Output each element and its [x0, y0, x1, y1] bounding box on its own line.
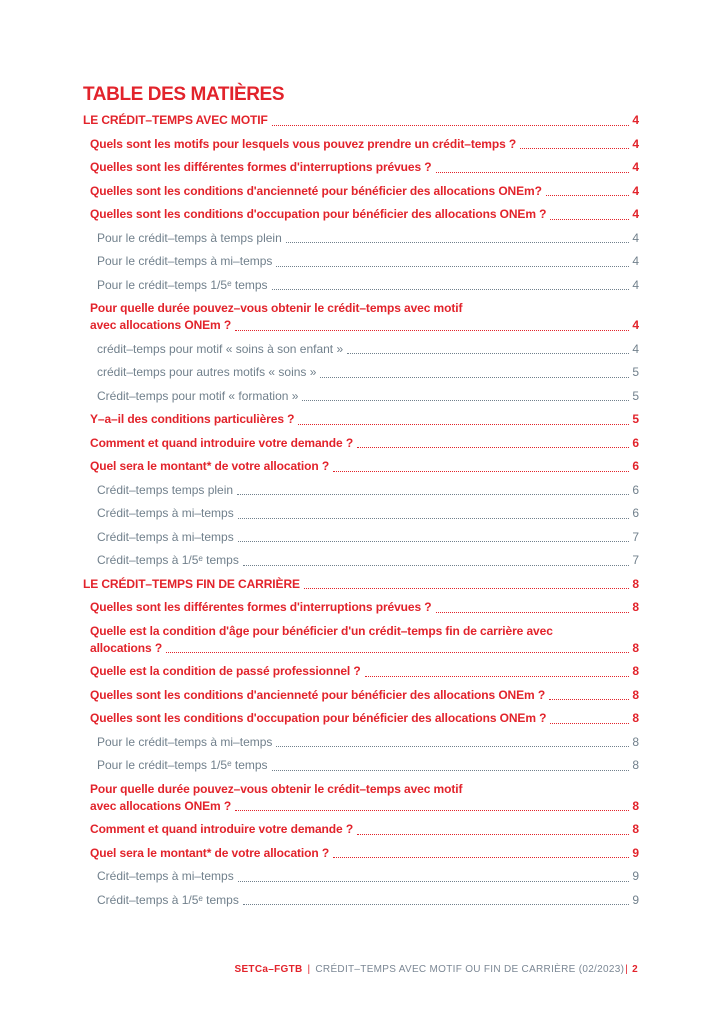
toc-entry-page-number: 6	[632, 435, 639, 450]
toc-entry[interactable]	[97, 277, 639, 294]
toc-entry[interactable]	[90, 821, 639, 838]
footer-separator: |	[625, 964, 629, 975]
toc-entry[interactable]	[97, 230, 639, 247]
toc-entry[interactable]	[97, 388, 639, 405]
toc-entry-page-number: 6	[632, 506, 639, 520]
toc-entry[interactable]	[90, 623, 639, 657]
toc-entry[interactable]	[83, 112, 639, 129]
dot-leader	[268, 112, 633, 129]
dot-leader	[353, 435, 632, 452]
toc-entry[interactable]	[90, 435, 639, 452]
toc-entry-page-number: 5	[632, 412, 639, 426]
toc-entry-text: Quelle est la condition de passé professionnel ?	[90, 664, 361, 678]
toc-entry-page-number: 4	[632, 341, 639, 356]
toc-entry-text: Crédit–temps à 1/5ᵉ temps	[97, 553, 239, 567]
toc-entry-text: Pour quelle durée pouvez–vous obtenir le crédit–temps avec motif	[90, 781, 463, 796]
dot-leader	[298, 388, 632, 405]
toc-entry-page-number: 8	[632, 798, 639, 813]
toc-entry[interactable]	[90, 781, 639, 815]
page-footer	[234, 964, 638, 976]
toc-entry-page-number: 8	[632, 687, 639, 702]
toc-entry-text: Pour le crédit–temps à mi–temps	[97, 254, 273, 268]
toc-entry[interactable]	[97, 505, 639, 522]
dot-leader	[516, 136, 632, 153]
toc-entry[interactable]	[90, 183, 639, 200]
dot-leader	[546, 710, 632, 727]
toc-entry-page-number: 4	[632, 113, 639, 127]
dot-leader	[353, 821, 632, 838]
toc-entry-text: Quel sera le montant* de votre allocation ?	[90, 459, 330, 473]
dot-leader	[432, 599, 633, 616]
dot-leader	[234, 505, 633, 522]
toc-entry-text: avec allocations ONEm ?	[90, 318, 232, 332]
toc-entry-text: crédit–temps pour motif « soins à son enfant »	[97, 341, 344, 356]
toc-entry-text: Pour quelle durée pouvez–vous obtenir le crédit–temps avec motif	[90, 301, 463, 315]
toc-entry-text: Crédit–temps à mi–temps	[97, 529, 234, 544]
toc-entry[interactable]	[90, 599, 639, 616]
dot-leader	[546, 206, 632, 223]
toc-entry-text: Comment et quand introduire votre demande ?	[90, 822, 354, 836]
toc-entry-text: Pour le crédit–temps 1/5ᵉ temps	[97, 277, 268, 292]
dot-leader	[268, 277, 633, 294]
toc-entry-text: Y–a–il des conditions particulières ?	[90, 412, 295, 426]
toc-entry-page-number: 9	[632, 869, 639, 883]
toc-entry[interactable]	[90, 663, 639, 680]
toc-entry-page-number: 8	[632, 711, 639, 725]
toc-entry-text: allocations ?	[90, 640, 163, 655]
toc-entry-page-number: 4	[632, 318, 639, 332]
dot-leader	[294, 411, 632, 428]
toc-entry[interactable]	[90, 159, 639, 176]
toc-entry-text: Pour le crédit–temps à mi–temps	[97, 734, 273, 749]
toc-entry[interactable]	[97, 482, 639, 499]
toc-entry-text: Quels sont les motifs pour lesquels vous pouvez prendre un crédit–temps ?	[90, 136, 517, 151]
toc-entry-text: Quelles sont les différentes formes d'interruptions prévues ?	[90, 600, 432, 614]
toc-entry-page-number: 4	[632, 254, 639, 268]
dot-leader	[231, 317, 632, 334]
toc-entry[interactable]	[97, 734, 639, 751]
dot-leader	[234, 868, 633, 885]
dot-leader	[239, 892, 632, 909]
toc-entry-text: LE CRÉDIT–TEMPS FIN DE CARRIÈRE	[83, 576, 300, 591]
toc-entry-page-number: 8	[632, 640, 639, 655]
toc-entry[interactable]	[97, 892, 639, 909]
toc-entry-page-number: 8	[632, 734, 639, 749]
toc-entry[interactable]	[90, 206, 639, 223]
footer-separator: |	[307, 964, 311, 975]
toc-entry[interactable]	[90, 710, 639, 727]
toc-entry[interactable]	[97, 868, 639, 885]
toc-entry-text: Crédit–temps temps plein	[97, 482, 234, 497]
dot-leader	[231, 798, 632, 815]
toc-entry[interactable]	[97, 253, 639, 270]
toc-list	[83, 112, 639, 909]
dot-leader	[329, 458, 632, 475]
footer-document-title: CRÉDIT–TEMPS AVEC MOTIF OU FIN DE CARRIÈRE (02/2023)	[315, 964, 625, 975]
toc-entry-text: Quelle est la condition d'âge pour bénéficier d'un crédit–temps fin de carrière avec	[90, 623, 553, 638]
toc-entry-page-number: 4	[632, 183, 639, 198]
toc-section	[83, 84, 639, 915]
toc-entry[interactable]	[90, 411, 639, 428]
toc-entry[interactable]	[83, 576, 639, 593]
toc-entry-page-number: 9	[632, 892, 639, 907]
toc-entry-text: Quelles sont les conditions d'ancienneté pour bénéficier des allocations ONEm ?	[90, 687, 546, 702]
toc-entry-text: Crédit–temps à mi–temps	[97, 869, 234, 883]
dot-leader	[361, 663, 633, 680]
toc-entry-page-number: 9	[632, 845, 639, 860]
toc-entry-text: LE CRÉDIT–TEMPS AVEC MOTIF	[83, 113, 268, 127]
toc-entry-text: Quelles sont les conditions d'occupation pour bénéficier des allocations ONEm ?	[90, 711, 547, 725]
dot-leader	[329, 845, 632, 862]
toc-entry[interactable]	[97, 529, 639, 546]
toc-entry-text: crédit–temps pour autres motifs « soins »	[97, 365, 317, 379]
toc-entry-page-number: 8	[632, 664, 639, 678]
page-title: TABLE DES MATIÈRES	[83, 84, 285, 105]
toc-entry[interactable]	[90, 845, 639, 862]
toc-entry[interactable]	[97, 552, 639, 569]
toc-entry-page-number: 8	[632, 600, 639, 614]
toc-entry-page-number: 5	[632, 388, 639, 403]
toc-entry-page-number: 4	[632, 136, 639, 151]
dot-leader	[239, 552, 632, 569]
dot-leader	[282, 230, 633, 247]
toc-entry[interactable]	[90, 300, 639, 334]
toc-entry-page-number: 8	[632, 576, 639, 591]
toc-entry[interactable]	[97, 341, 639, 358]
dot-leader	[542, 183, 633, 200]
toc-entry-page-number: 8	[632, 758, 639, 772]
toc-entry[interactable]	[90, 687, 639, 704]
toc-entry-page-number: 6	[632, 459, 639, 473]
toc-entry[interactable]	[97, 364, 639, 381]
dot-leader	[545, 687, 632, 704]
toc-entry[interactable]	[97, 757, 639, 774]
toc-entry-text: Quelles sont les différentes formes d'interruptions prévues ?	[90, 160, 432, 174]
toc-entry-text: Pour le crédit–temps à temps plein	[97, 230, 282, 245]
dot-leader	[316, 364, 632, 381]
dot-leader	[234, 529, 633, 546]
dot-leader	[272, 734, 632, 751]
toc-entry-page-number: 5	[632, 365, 639, 379]
toc-entry-text: Crédit–temps à 1/5ᵉ temps	[97, 892, 239, 907]
toc-entry-page-number: 4	[632, 277, 639, 292]
toc-entry-text: Pour le crédit–temps 1/5ᵉ temps	[97, 758, 268, 772]
toc-entry-text: Quelles sont les conditions d'occupation pour bénéficier des allocations ONEm ?	[90, 207, 547, 221]
toc-entry-text: Crédit–temps pour motif « formation »	[97, 388, 299, 403]
dot-leader	[272, 253, 632, 270]
toc-entry-text: avec allocations ONEm ?	[90, 798, 232, 813]
toc-entry-page-number: 7	[632, 553, 639, 567]
toc-entry[interactable]	[90, 136, 639, 153]
toc-entry-page-number: 7	[632, 529, 639, 544]
footer-page-number: 2	[632, 964, 638, 975]
dot-leader	[300, 576, 633, 593]
toc-entry-text: Comment et quand introduire votre demande ?	[90, 435, 354, 450]
dot-leader	[268, 757, 633, 774]
toc-entry-page-number: 6	[632, 482, 639, 497]
dot-leader	[343, 341, 632, 358]
toc-entry-page-number: 4	[632, 160, 639, 174]
toc-entry[interactable]	[90, 458, 639, 475]
toc-entry-text: Quel sera le montant* de votre allocation ?	[90, 845, 330, 860]
dot-leader	[162, 640, 632, 657]
dot-leader	[233, 482, 632, 499]
dot-leader	[432, 159, 633, 176]
toc-entry-page-number: 4	[632, 207, 639, 221]
toc-entry-text: Quelles sont les conditions d'ancienneté pour bénéficier des allocations ONEm?	[90, 183, 542, 198]
toc-entry-page-number: 4	[632, 230, 639, 245]
footer-org-name: SETCa–FGTB	[234, 964, 303, 975]
toc-entry-page-number: 8	[632, 822, 639, 836]
toc-entry-text: Crédit–temps à mi–temps	[97, 506, 234, 520]
